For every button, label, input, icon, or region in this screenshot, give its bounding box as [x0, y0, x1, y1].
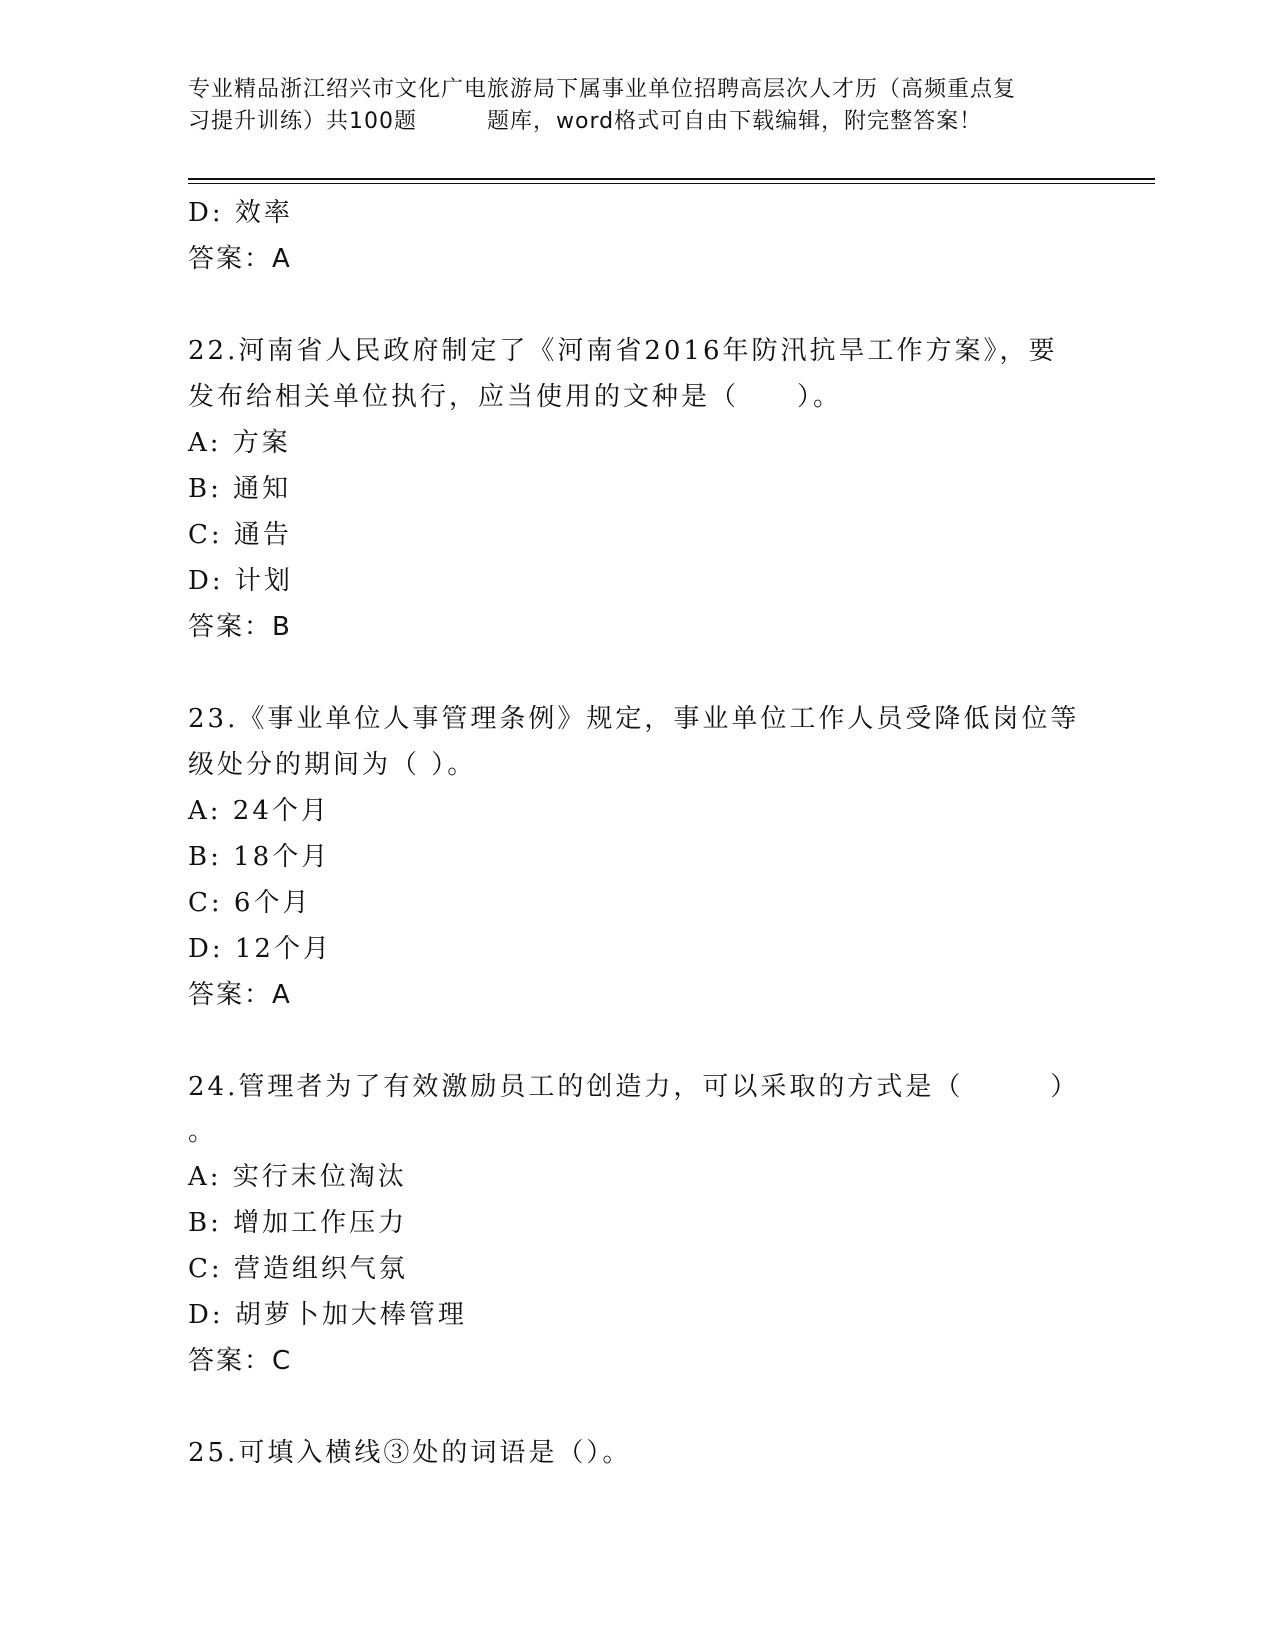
- q23-option-a: A: 24个月: [188, 796, 330, 826]
- q22-stem-line2: 发布给相关单位执行，应当使用的文种是（ ）。: [188, 382, 843, 412]
- header-divider-thick: [188, 178, 1155, 180]
- q22-option-d: D: 计划: [188, 566, 293, 596]
- question-23: [188, 696, 1088, 1018]
- q22-option-a: A: 方案: [188, 428, 291, 458]
- q23-option-d: D: 12个月: [188, 934, 332, 964]
- question-list: [188, 190, 1088, 1476]
- q22-option-c: C: 通告: [188, 520, 292, 550]
- q23-stem-line1: 23.《事业单位人事管理条例》规定，事业单位工作人员受降低岗位等: [188, 704, 1080, 734]
- q24-stem-line2: 。: [188, 1117, 218, 1147]
- header-divider-thin: [188, 183, 1155, 184]
- q24-option-a: A: 实行末位淘汰: [188, 1162, 407, 1192]
- question-25: [188, 1430, 1088, 1476]
- header-title-line2-left: 习提升训练）共100题: [188, 109, 417, 134]
- question-22: [188, 328, 1088, 650]
- header-title-line2: [188, 106, 1088, 138]
- q24-option-c: C: 营造组织气氛: [188, 1254, 408, 1284]
- question-21-tail: [188, 190, 1088, 282]
- q25-stem-line1: 25.可填入横线③处的词语是（）。: [188, 1438, 632, 1468]
- header-title-line2-right: 题库，word格式可自由下载编辑，附完整答案！: [487, 109, 983, 134]
- q21-answer: 答案：A: [188, 244, 292, 274]
- page-header: [188, 74, 1088, 138]
- q21-option-d: D: 效率: [188, 198, 293, 228]
- q24-answer: 答案：C: [188, 1346, 293, 1376]
- q22-answer: 答案：B: [188, 612, 292, 642]
- q22-stem-line1: 22.河南省人民政府制定了《河南省2016年防汛抗旱工作方案》，要: [188, 336, 1058, 366]
- q23-stem-line2: 级处分的期间为（ ）。: [188, 750, 477, 780]
- q23-answer: 答案：A: [188, 980, 292, 1010]
- q24-option-d: D: 胡萝卜加大棒管理: [188, 1300, 467, 1330]
- q24-stem-line1: 24.管理者为了有效激励员工的创造力，可以采取的方式是（ ）: [188, 1072, 1080, 1102]
- q23-option-b: B: 18个月: [188, 842, 331, 872]
- q23-option-c: C: 6个月: [188, 888, 312, 918]
- header-title-line1: 专业精品浙江绍兴市文化广电旅游局下属事业单位招聘高层次人才历（高频重点复: [188, 77, 1017, 102]
- q24-option-b: B: 增加工作压力: [188, 1208, 408, 1238]
- q22-option-b: B: 通知: [188, 474, 292, 504]
- question-24: [188, 1064, 1088, 1384]
